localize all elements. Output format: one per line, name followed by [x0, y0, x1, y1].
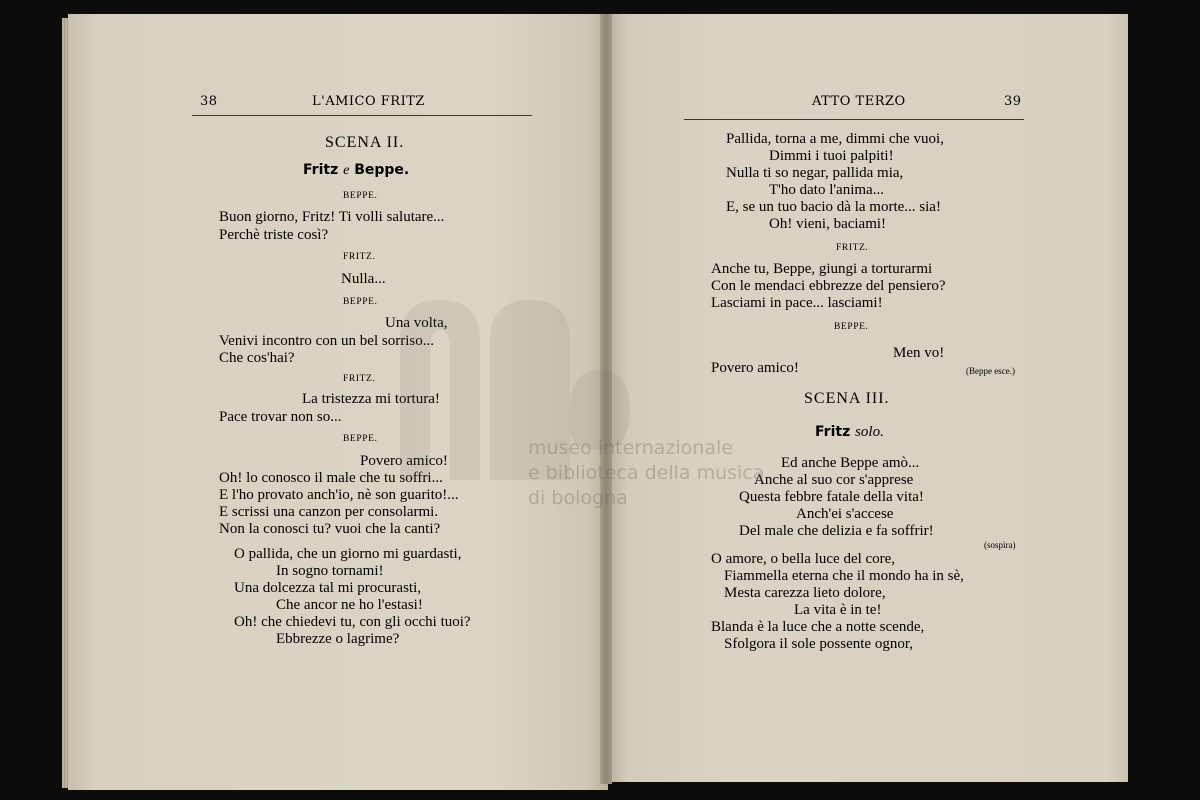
verse-line: La tristezza mi tortura!	[302, 391, 440, 407]
scene-title: SCENA III.	[804, 390, 890, 407]
verse-line: T'ho dato l'anima...	[769, 182, 884, 198]
verse-line: Oh! vieni, baciami!	[769, 216, 887, 232]
verse-line: Sfolgora il sole possente ognor,	[724, 636, 913, 652]
verse-line: O pallida, che un giorno mi guardasti,	[234, 546, 462, 562]
stage-direction: (sospira)	[984, 540, 1016, 550]
speaker-label: BEPPE.	[343, 297, 378, 307]
verse-line: Buon giorno, Fritz! Ti volli salutare...	[219, 209, 445, 225]
page-number-right: 39	[1004, 94, 1022, 109]
watermark-line: museo internazionale	[528, 437, 733, 459]
cast-note: solo.	[855, 424, 884, 440]
verse-line: Con le mendaci ebbrezze del pensiero?	[711, 278, 946, 294]
verse-line: Che cos'hai?	[219, 350, 295, 366]
speaker-label: FRITZ.	[343, 374, 376, 384]
header-rule-left	[192, 115, 532, 116]
cast-name: Beppe.	[354, 162, 410, 178]
verse-line: Mesta carezza lieto dolore,	[724, 585, 886, 601]
scene-cast	[303, 162, 409, 179]
running-head-right: ATTO TERZO	[812, 94, 906, 109]
cast-name: Fritz	[815, 424, 851, 440]
verse-line: Fiammella eterna che il mondo ha in sè,	[724, 568, 964, 584]
book-gutter	[600, 14, 612, 784]
cast-name: Fritz	[303, 162, 339, 178]
verse-line: Men vo!	[893, 345, 945, 361]
speaker-label: FRITZ.	[343, 252, 376, 262]
watermark-text	[528, 436, 764, 511]
speaker-label: BEPPE.	[343, 191, 378, 201]
verse-line: Perchè triste così?	[219, 227, 329, 243]
verse-line: Venivi incontro con un bel sorriso...	[219, 333, 434, 349]
speaker-label: FRITZ.	[836, 243, 869, 253]
speaker-label: BEPPE.	[343, 434, 378, 444]
verse-line: Dimmi i tuoi palpiti!	[769, 148, 894, 164]
verse-line: Una dolcezza tal mi procurasti,	[234, 580, 422, 596]
verse-line: Una volta,	[385, 315, 448, 331]
scene-title: SCENA II.	[325, 134, 405, 151]
verse-line: Ed anche Beppe amò...	[781, 455, 920, 471]
verse-line: Questa febbre fatale della vita!	[739, 489, 924, 505]
cast-conjunction: e	[343, 163, 350, 178]
page-number-left: 38	[200, 94, 218, 109]
verse-line: Blanda è la luce che a notte scende,	[711, 619, 925, 635]
verse-line: Oh! che chiedevi tu, con gli occhi tuoi?	[234, 614, 471, 630]
verse-line: Nulla...	[341, 271, 386, 287]
watermark-line: e biblioteca della musica	[528, 462, 765, 484]
header-rule-right	[684, 119, 1024, 120]
verse-line: Povero amico!	[360, 453, 448, 469]
verse-line: Anch'ei s'accese	[796, 506, 894, 522]
speaker-label: BEPPE.	[834, 322, 869, 332]
verse-line: Nulla ti so negar, pallida mia,	[726, 165, 904, 181]
verse-line: Oh! lo conosco il male che tu soffri...	[219, 470, 443, 486]
verse-line: Non la conosci tu? vuoi che la canti?	[219, 521, 441, 537]
verse-line: La vita è in te!	[794, 602, 882, 618]
watermark-line: di bologna	[528, 487, 628, 509]
verse-line: In sogno tornami!	[276, 563, 384, 579]
scene-cast	[815, 424, 884, 441]
verse-line: Che ancor ne ho l'estasi!	[276, 597, 423, 613]
verse-line: E l'ho provato anch'io, nè son guarito!...	[219, 487, 459, 503]
verse-line: Povero amico!	[711, 360, 799, 376]
verse-line: Anche tu, Beppe, giungi a torturarmi	[711, 261, 933, 277]
verse-line: Lasciami in pace... lasciami!	[711, 295, 883, 311]
verse-line: O amore, o bella luce del core,	[711, 551, 896, 567]
verse-line: Ebbrezze o lagrime?	[276, 631, 400, 647]
running-head-left: L'AMICO FRITZ	[312, 94, 425, 109]
verse-line: Anche al suo cor s'apprese	[754, 472, 914, 488]
verse-line: Del male che delizia e fa soffrir!	[739, 523, 934, 539]
stage-direction: (Beppe esce.)	[966, 366, 1015, 376]
verse-line: E scrissi una canzon per consolarmi.	[219, 504, 439, 520]
verse-line: E, se un tuo bacio dà la morte... sia!	[726, 199, 941, 215]
verse-line: Pallida, torna a me, dimmi che vuoi,	[726, 131, 944, 147]
verse-line: Pace trovar non so...	[219, 409, 342, 425]
